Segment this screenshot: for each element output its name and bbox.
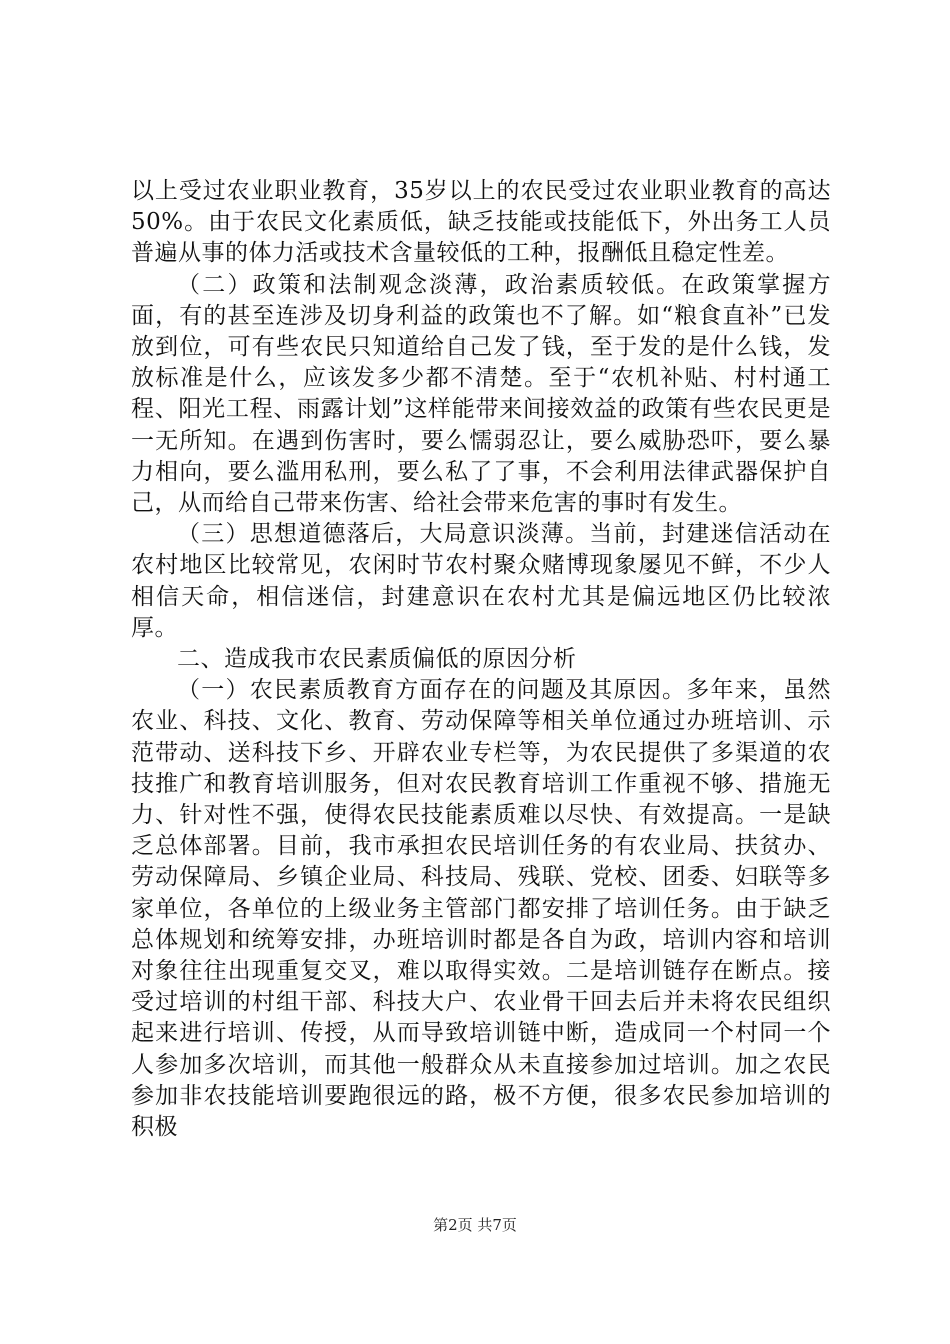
section-heading: 二、造成我市农民素质偏低的原因分析 (177, 646, 577, 673)
paragraph-section-3: （三）思想道德落后，大局意识淡薄。当前，封建迷信活动在农村地区比较常见，农闲时节农村聚众赌博现象屡见不鲜，不少人相信天命，相信迷信，封建意识在农村尤其是偏远地区仍比较浓厚。 (131, 521, 831, 641)
paragraph-section-2: （二）政策和法制观念淡薄，政治素质较低。在政策掌握方面，有的甚至连涉及切身利益的政策也不了解。如“粮食直补”已发放到位，可有些农民只知道给自己发了钱，至于发的是什么钱，发放标准是什么，应该发多少都不清楚。至于“农机补贴、村村通工程、阳光工程、雨露计划”这样能带来间接效益的政策有些农民更是一无所知。在遇到伤害时，要么懦弱忍让，要么威胁恐吓，要么暴力相向，要么滥用私刑，要么私了了事，不会利用法律武器保护自己，从而给自己带来伤害、给社会带来危害的事时有发生。 (131, 271, 831, 517)
page-footer: 第2页 共7页 (433, 1216, 517, 1234)
body-text (131, 176, 831, 1143)
paragraph-cause-1: （一）农民素质教育方面存在的问题及其原因。多年来，虽然农业、科技、文化、教育、劳动保障等相关单位通过办班培训、示范带动、送科技下乡、开辟农业专栏等，为农民提供了多渠道的农技推广和教育培训服务，但对农民教育培训工作重视不够、措施无力、针对性不强，使得农民技能素质难以尽快、有效提高。一是缺乏总体部署。目前，我市承担农民培训任务的有农业局、扶贫办、劳动保障局、乡镇企业局、科技局、残联、党校、团委、妇联等多家单位，各单位的上级业务主管部门都安排了培训任务。由于缺乏总体规划和统筹安排，办班培训时都是各自为政，培训内容和培训对象往往出现重复交叉，难以取得实效。二是培训链存在断点。接受过培训的村组干部、科技大户、农业骨干回去后并未将农民组织起来进行培训、传授，从而导致培训链中断，造成同一个村同一个人参加多次培训，而其他一般群众从未直接参加过培训。加之农民参加非农技能培训要跑很远的路，极不方便，很多农民参加培训的积极 (131, 677, 831, 1141)
paragraph-continuation: 以上受过农业职业教育，35岁以上的农民受过农业职业教育的高达50%。由于农民文化素质低，缺乏技能或技能低下，外出务工人员普遍从事的体力活或技术含量较低的工种，报酬低且稳定性差。 (131, 178, 831, 267)
